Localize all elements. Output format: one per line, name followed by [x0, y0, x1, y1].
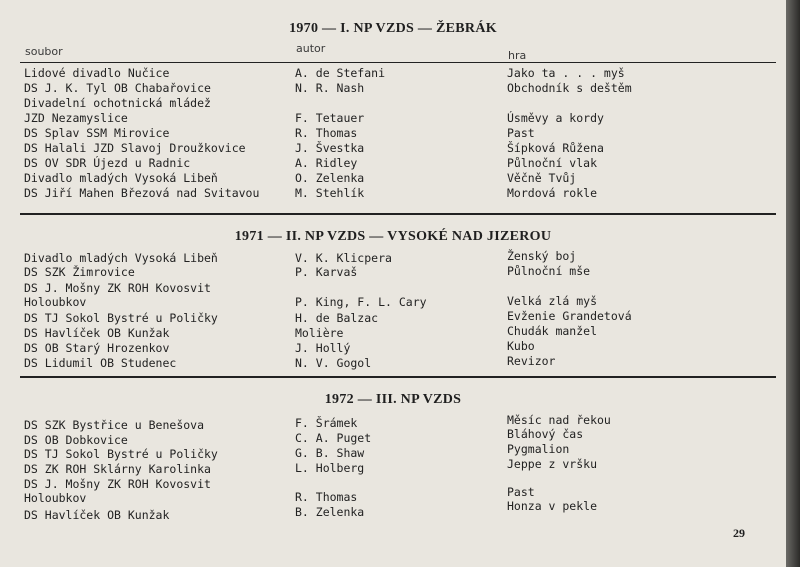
autor-cell: H. de Balzac	[295, 311, 379, 325]
section-title-1971: 1971 — II. NP VZDS — VYSOKÉ NAD JIZEROU	[234, 229, 552, 244]
soubor-cell: DS SZK Bystřice u Benešova	[24, 418, 205, 432]
hra-cell: Evženie Grandetová	[507, 309, 632, 323]
soubor-cell: DS OV SDR Újezd u Radnic	[24, 156, 191, 170]
header-autor: autor	[296, 42, 326, 55]
hra-cell: Měsíc nad řekou	[507, 413, 611, 427]
soubor-cell: DS TJ Sokol Bystré u Poličky	[24, 311, 218, 325]
autor-cell: F. Šrámek	[295, 416, 358, 430]
hra-cell: Úsměvy a kordy	[507, 111, 604, 125]
hra-cell: Honza v pekle	[507, 499, 598, 513]
hra-cell: Půlnoční mše	[507, 264, 591, 278]
autor-cell: N. V. Gogol	[295, 356, 372, 370]
hra-cell: Kubo	[507, 339, 535, 353]
header-hra: hra	[508, 49, 527, 62]
autor-cell: R. Thomas	[295, 490, 358, 504]
autor-cell: B. Zelenka	[295, 505, 365, 519]
soubor-cell: Holoubkov	[24, 491, 87, 505]
autor-cell: J. Švestka	[295, 141, 365, 155]
autor-cell: J. Hollý	[295, 341, 351, 355]
header-soubor: soubor	[25, 45, 63, 58]
hra-cell: Jako ta . . . myš	[507, 66, 625, 80]
hra-cell: Ženský boj	[507, 249, 577, 263]
hra-cell: Past	[507, 126, 535, 140]
soubor-cell: Divadlo mladých Vysoká Libeň	[24, 171, 218, 185]
autor-cell: M. Stehlík	[295, 186, 365, 200]
hra-cell: Chudák manžel	[507, 324, 598, 338]
soubor-cell: DS Halali JZD Slavoj Droužkovice	[24, 141, 246, 155]
soubor-cell: DS Lidumil OB Studenec	[24, 356, 177, 370]
soubor-cell: Holoubkov	[24, 295, 87, 309]
soubor-cell: DS OB Starý Hrozenkov	[24, 341, 170, 355]
autor-cell: C. A. Puget	[295, 431, 372, 445]
soubor-cell: DS J. Mošny ZK ROH Kovosvit	[24, 477, 211, 491]
soubor-cell: DS TJ Sokol Bystré u Poličky	[24, 447, 218, 461]
soubor-cell: JZD Nezamyslice	[24, 111, 128, 125]
soubor-cell: DS OB Dobkovice	[24, 433, 128, 447]
soubor-cell: Lidové divadlo Nučice	[24, 66, 170, 80]
soubor-cell: DS Havlíček OB Kunžak	[24, 326, 170, 340]
autor-cell: O. Zelenka	[295, 171, 365, 185]
autor-cell: N. R. Nash	[295, 81, 365, 95]
soubor-cell: DS J. Mošny ZK ROH Kovosvit	[24, 281, 211, 295]
hra-cell: Pygmalion	[507, 442, 570, 456]
hra-cell: Mordová rokle	[507, 186, 598, 200]
autor-cell: G. B. Shaw	[295, 446, 365, 460]
page-number: 29	[733, 526, 745, 540]
soubor-cell: DS Havlíček OB Kunžak	[24, 508, 170, 522]
hra-cell: Věčně Tvůj	[507, 171, 577, 185]
page-edge	[786, 0, 800, 567]
hra-cell: Revizor	[507, 354, 556, 368]
autor-cell: L. Holberg	[295, 461, 365, 475]
autor-cell: Molière	[295, 326, 344, 340]
section-divider	[20, 213, 776, 215]
autor-cell: A. Ridley	[295, 156, 358, 170]
section-title-1970: 1970 — I. NP VZDS — ŽEBRÁK	[289, 21, 497, 36]
autor-cell: P. King, F. L. Cary	[295, 295, 427, 309]
autor-cell: F. Tetauer	[295, 111, 365, 125]
hra-cell: Past	[507, 485, 535, 499]
autor-cell: R. Thomas	[295, 126, 358, 140]
hra-cell: Bláhový čas	[507, 427, 584, 441]
autor-cell: V. K. Klicpera	[295, 251, 392, 265]
hra-cell: Šípková Růžena	[507, 141, 604, 155]
hra-cell: Jeppe z vršku	[507, 457, 598, 471]
hra-cell: Velká zlá myš	[507, 294, 598, 308]
soubor-cell: Divadelní ochotnická mládež	[24, 96, 211, 110]
soubor-cell: DS J. K. Tyl OB Chabařovice	[24, 81, 211, 95]
header-rule	[20, 62, 776, 63]
section-divider	[20, 376, 776, 378]
soubor-cell: DS ZK ROH Sklárny Karolinka	[24, 462, 211, 476]
autor-cell: A. de Stefani	[295, 66, 386, 80]
soubor-cell: DS SZK Žimrovice	[24, 265, 135, 279]
soubor-cell: Divadlo mladých Vysoká Libeň	[24, 251, 218, 265]
hra-cell: Půlnoční vlak	[507, 156, 598, 170]
soubor-cell: DS Splav SSM Mirovice	[24, 126, 170, 140]
hra-cell: Obchodník s deštěm	[507, 81, 632, 95]
section-title-1972: 1972 — III. NP VZDS	[324, 392, 462, 407]
autor-cell: P. Karvaš	[295, 265, 358, 279]
soubor-cell: DS Jiří Mahen Březová nad Svitavou	[24, 186, 260, 200]
